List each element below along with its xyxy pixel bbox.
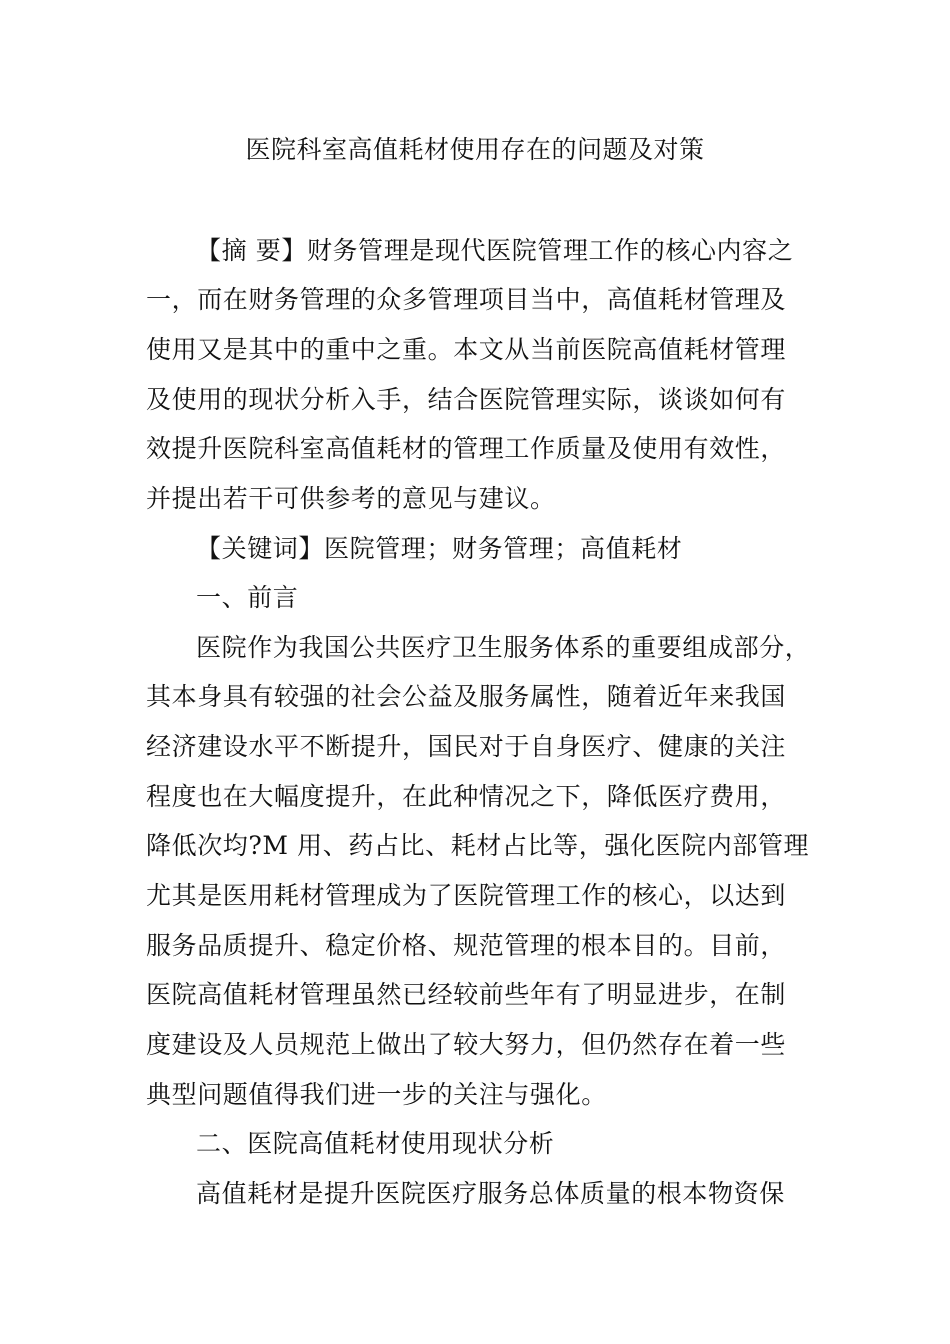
body-line-9: 度建设及人员规范上做出了较大努力，但仍然存在着一些 — [146, 1030, 787, 1059]
abstract-line-3: 使用又是其中的重中之重。本文从当前医院高值耗材管理 — [146, 335, 787, 364]
abstract-line-2: 一，而在财务管理的众多管理项目当中，高值耗材管理及 — [146, 285, 787, 314]
body-line-6: 尤其是医用耗材管理成为了医院管理工作的核心，以达到 — [146, 881, 787, 910]
abstract-line-1: 【摘 要】财务管理是现代医院管理工作的核心内容之 — [196, 236, 794, 265]
body-line-2: 其本身具有较强的社会公益及服务属性，随着近年来我国 — [146, 682, 787, 711]
document-title: 医院科室高值耗材使用存在的问题及对策 — [245, 135, 705, 164]
abstract-line-5: 效提升医院科室高值耗材的管理工作质量及使用有效性， — [146, 434, 787, 463]
keywords-line: 【关键词】医院管理；财务管理；高值耗材 — [196, 534, 683, 563]
body-line-11: 高值耗材是提升医院医疗服务总体质量的根本物资保 — [196, 1179, 785, 1208]
abstract-line-4: 及使用的现状分析入手，结合医院管理实际，谈谈如何有 — [146, 385, 787, 414]
body-line-1: 医院作为我国公共医疗卫生服务体系的重要组成部分， — [196, 633, 811, 662]
body-line-4: 程度也在大幅度提升，在此种情况之下，降低医疗费用， — [146, 782, 787, 811]
body-line-5: 降低次均?M 用、药占比、耗材占比等，强化医院内部管理 — [146, 831, 810, 860]
body-line-8: 医院高值耗材管理虽然已经较前些年有了明显进步，在制 — [146, 980, 787, 1009]
section-heading-2: 二、医院高值耗材使用现状分析 — [196, 1129, 555, 1158]
section-heading-1: 一、前言 — [196, 583, 299, 612]
abstract-line-6: 并提出若干可供参考的意见与建议。 — [146, 484, 556, 513]
body-line-3: 经济建设水平不断提升，国民对于自身医疗、健康的关注 — [146, 732, 787, 761]
body-line-7: 服务品质提升、稳定价格、规范管理的根本目的。目前， — [146, 931, 787, 960]
body-line-10: 典型问题值得我们进一步的关注与强化。 — [146, 1080, 607, 1109]
